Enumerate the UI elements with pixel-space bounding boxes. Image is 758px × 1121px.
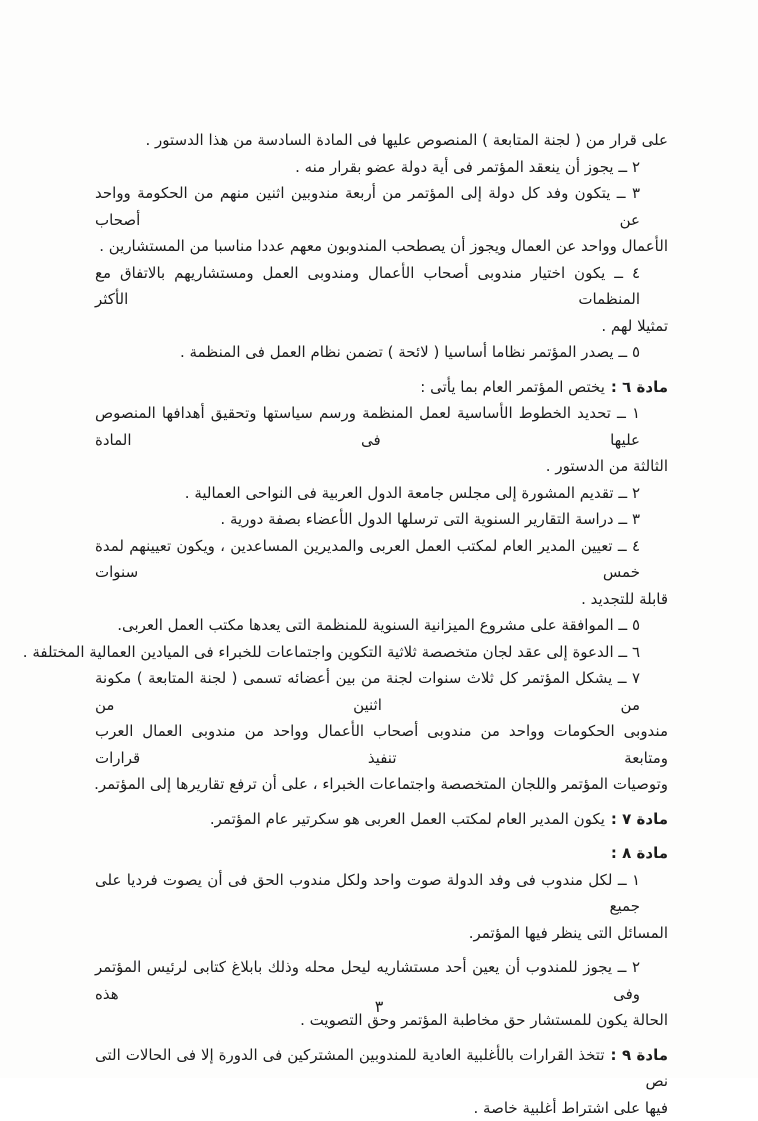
text-line: الأعمال وواحد عن العمال ويجوز أن يصطحب المندوبون معهم عددا مناسبا من المستشارين . <box>95 233 668 260</box>
article-heading-line <box>95 840 668 867</box>
article-heading-line <box>95 374 668 401</box>
text-line: ١ ــ لكل مندوب فى وفد الدولة صوت واحد ولكل مندوب الحق فى أن يصوت فرديا على جميع <box>95 867 668 920</box>
text-line: ٤ ــ يكون اختيار مندوبى أصحاب الأعمال ومندوبى العمل ومستشاريهم بالاتفاق مع المنظمات الأكثر <box>95 260 668 313</box>
text-line: على قرار من ( لجنة المتابعة ) المنصوص عليها فى المادة السادسة من هذا الدستور . <box>95 127 668 154</box>
page-number: ٣ <box>0 997 758 1016</box>
text-line: ٥ ــ يصدر المؤتمر نظاما أساسيا ( لائحة ) تضمن نظام العمل فى المنظمة . <box>95 339 668 366</box>
text-line: فيها على اشتراط أغلبية خاصة . <box>95 1095 668 1121</box>
text-line: تمثيلا لهم . <box>95 313 668 340</box>
text-line: ٤ ــ تعيين المدير العام لمكتب العمل العربى والمديرين المساعدين ، ويكون تعيينهم لمدة خمس سنوات <box>95 533 668 586</box>
article-label: مادة ٨ : <box>611 844 668 862</box>
article-heading-line <box>95 806 668 833</box>
text-line: قابلة للتجديد . <box>95 586 668 613</box>
text-line: المسائل التى ينظر فيها المؤتمر. <box>95 920 668 947</box>
document-text <box>95 127 668 1121</box>
text-line: الحالة يكون للمستشار حق مخاطبة المؤتمر وحق التصويت . <box>95 1007 668 1034</box>
article-heading-text: يختص المؤتمر العام بما يأتى : <box>420 378 605 396</box>
article-heading-line <box>95 1042 668 1095</box>
text-line: ٢ ــ يجوز للمندوب أن يعين أحد مستشاريه ليحل محله وذلك بابلاغ كتابى لرئيس المؤتمر وفى هذه <box>95 954 668 1007</box>
text-line: ٣ ــ يتكون وفد كل دولة إلى المؤتمر من أربعة مندوبين اثنين منهم من الحكومة وواحد عن أصحاب <box>95 180 668 233</box>
article-heading-text: يكون المدير العام لمكتب العمل العربى هو سكرتير عام المؤتمر. <box>210 810 605 828</box>
text-line: ٢ ــ يجوز أن ينعقد المؤتمر فى أية دولة عضو بقرار منه . <box>95 154 668 181</box>
article-label: مادة ٦ : <box>611 378 668 396</box>
text-line: مندوبى الحكومات وواحد من مندوبى أصحاب الأعمال وواحد من مندوبى العمال العرب ومتابعة تنفيذ قرارات <box>95 718 668 771</box>
article-heading-text: تتخذ القرارات بالأغلبية العادية للمندوبين المشتركين فى الدورة إلا فى الحالات التى نص <box>95 1046 668 1091</box>
text-line: ٢ ــ تقديم المشورة إلى مجلس جامعة الدول العربية فى النواحى العمالية . <box>95 480 668 507</box>
text-line: ٦ ــ الدعوة إلى عقد لجان متخصصة ثلاثية التكوين واجتماعات للخبراء فى الميادين العمالية المختلفة . <box>95 639 668 666</box>
text-line: وتوصيات المؤتمر واللجان المتخصصة واجتماعات الخبراء ، على أن ترفع تقاريرها إلى المؤتمر. <box>95 771 668 798</box>
text-line: الثالثة من الدستور . <box>95 453 668 480</box>
text-line: ٧ ــ يشكل المؤتمر كل ثلاث سنوات لجنة من بين أعضائه تسمى ( لجنة المتابعة ) مكونة من اثنين من <box>95 665 668 718</box>
text-line: ١ ــ تحديد الخطوط الأساسية لعمل المنظمة ورسم سياستها وتحقيق أهدافها المنصوص عليها فى المادة <box>95 400 668 453</box>
article-label: مادة ٧ : <box>611 810 668 828</box>
text-line: ٣ ــ دراسة التقارير السنوية التى ترسلها الدول الأعضاء بصفة دورية . <box>95 506 668 533</box>
text-line: ٥ ــ الموافقة على مشروع الميزانية السنوية للمنظمة التى يعدها مكتب العمل العربى. <box>95 612 668 639</box>
article-label: مادة ٩ : <box>611 1046 668 1064</box>
